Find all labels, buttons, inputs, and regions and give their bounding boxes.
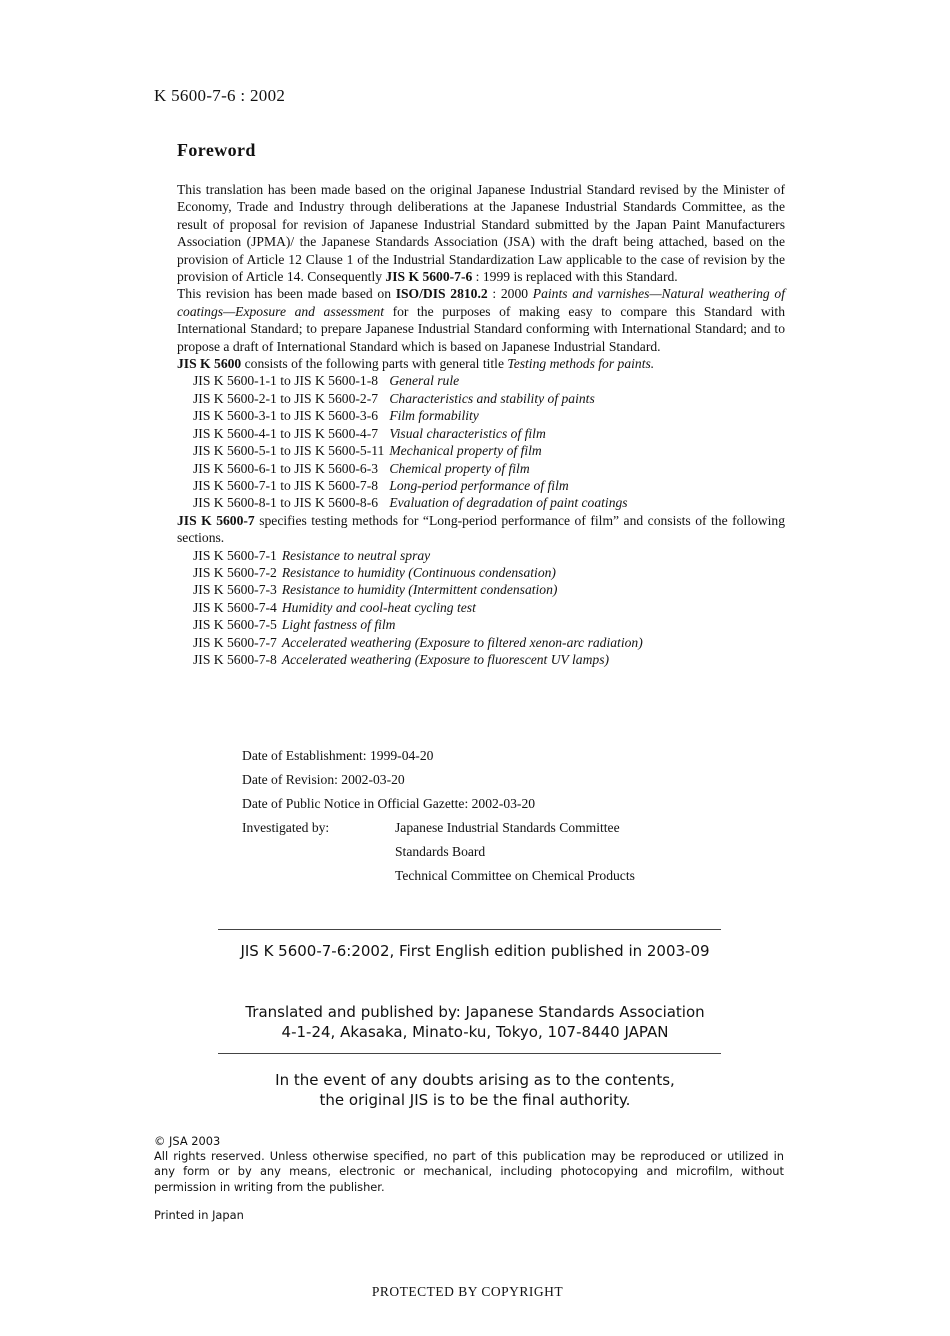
part-title: Visual characteristics of film: [389, 425, 546, 441]
p1-standard-ref: JIS K 5600-7-6: [385, 269, 473, 285]
part-range: JIS K 5600-1-1 to JIS K 5600-1-8: [193, 373, 379, 389]
rights-statement: All rights reserved. Unless otherwise specified, no part of this publication may be reproduced or utilized in any form or by any means, electronic or mechanical, including photocopying and microfilm, without permission in writing from the publisher.: [154, 1149, 784, 1194]
protected-footer: PROTECTED BY COPYRIGHT: [371, 1284, 564, 1299]
p2-year: : 2000: [487, 286, 533, 302]
table-row: [193, 599, 643, 616]
printed-in: Printed in Japan: [154, 1208, 244, 1222]
p4-standard-ref: JIS K 5600-7: [177, 512, 255, 528]
authority-line: In the event of any doubts arising as to the contents,: [275, 1071, 675, 1089]
divider-top: [218, 929, 721, 930]
p3-text: consists of the following parts with general title: [241, 356, 508, 372]
part-range: JIS K 5600-6-1 to JIS K 5600-6-3: [193, 460, 379, 476]
table-row: [193, 564, 643, 581]
table-row: [193, 372, 628, 389]
part-range: JIS K 5600-4-1 to JIS K 5600-4-7: [193, 425, 379, 441]
part-range: JIS K 5600-2-1 to JIS K 5600-2-7: [193, 390, 379, 406]
p1-text: This translation has been made based on the original Japanese Industrial Standard revised by the Minister of Economy, Trade and Industry through deliberations at the Japanese Industrial Standards Committee, as the result of proposal for revision of Japanese Industrial Standard submitted by the Japan Paint Manufacturers Association (JPMA)/ the Japanese Standards Association (JSA) with the draft being attached, based on the provision of Article 12 Clause 1 of the Industrial Standardization Law applicable to the case of revision by the provision of Article 14. Consequently: [177, 182, 785, 285]
page-title: Foreword: [177, 140, 256, 160]
part-title: General rule: [389, 373, 460, 389]
foreword-paragraph-4: [177, 512, 785, 547]
foreword-body: [177, 181, 785, 668]
p3-standard-ref: JIS K 5600: [177, 356, 242, 372]
section-code: JIS K 5600-7-7: [193, 634, 277, 650]
part-title: Chemical property of film: [389, 460, 530, 476]
table-row: [193, 651, 643, 668]
investigator: Japanese Industrial Standards Committee: [395, 820, 620, 835]
foreword-paragraph-3: [177, 355, 785, 372]
table-row: [193, 616, 643, 633]
p3-general-title: Testing methods for paints.: [507, 356, 655, 372]
table-row: [193, 390, 628, 407]
table-row: [193, 460, 628, 477]
table-row: [193, 442, 628, 459]
date-revision: Date of Revision: 2002-03-20: [242, 772, 405, 787]
table-row: [193, 494, 628, 511]
section-title: Accelerated weathering (Exposure to filtered xenon-arc radiation): [281, 634, 643, 650]
section-title: Humidity and cool-heat cycling test: [281, 599, 476, 615]
table-row: [193, 477, 628, 494]
p1-tail: : 1999 is replaced with this Standard.: [472, 269, 678, 285]
p4-text: specifies testing methods for “Long-period performance of film” and consists of the following sections.: [177, 512, 785, 546]
authority-line: the original JIS is to be the final authority.: [319, 1091, 631, 1109]
table-row: [193, 407, 628, 424]
table-row: [193, 634, 643, 651]
section-code: JIS K 5600-7-5: [193, 617, 277, 633]
table-row: [193, 425, 628, 442]
p2-text: This revision has been made based on: [177, 286, 396, 302]
section-title: Resistance to humidity (Intermittent condensation): [281, 582, 558, 598]
part-title: Long-period performance of film: [389, 477, 569, 493]
section-code: JIS K 5600-7-4: [193, 599, 277, 615]
sections-table: [193, 547, 643, 669]
part-range: JIS K 5600-3-1 to JIS K 5600-3-6: [193, 408, 379, 424]
date-public-notice: Date of Public Notice in Official Gazette: 2002-03-20: [242, 796, 536, 811]
foreword-paragraph-1: [177, 181, 785, 285]
part-range: JIS K 5600-7-1 to JIS K 5600-7-8: [193, 477, 379, 493]
p2-tail: for the purposes of making easy to compare this Standard with International Standard; to prepare Japanese Industrial Standard conforming with International Standard; and to propose a draft of International Standard which is based on Japanese Industrial Standard.: [177, 303, 786, 354]
parts-table: [193, 372, 628, 511]
section-title: Resistance to humidity (Continuous condensation): [281, 564, 556, 580]
part-range: JIS K 5600-8-1 to JIS K 5600-8-6: [193, 495, 379, 511]
authority-note: [0, 1070, 950, 1110]
section-code: JIS K 5600-7-2: [193, 564, 277, 580]
investigator: Technical Committee on Chemical Products: [395, 868, 635, 883]
copyright-notice: © JSA 2003: [154, 1134, 221, 1148]
divider-bottom: [218, 1053, 721, 1054]
foreword-paragraph-2: [177, 285, 785, 355]
section-title: Accelerated weathering (Exposure to fluorescent UV lamps): [281, 651, 610, 667]
investigated-row: [242, 840, 635, 864]
investigated-label: Investigated by:: [242, 820, 330, 835]
p2-iso-ref: ISO/DIS 2810.2: [395, 286, 488, 302]
publisher-line: Translated and published by: Japanese Standards Association: [245, 1003, 705, 1021]
section-code: JIS K 5600-7-1: [193, 547, 277, 563]
section-code: JIS K 5600-7-8: [193, 651, 277, 667]
part-title: Mechanical property of film: [389, 443, 542, 459]
part-title: Characteristics and stability of paints: [389, 390, 595, 406]
edition-line: JIS K 5600-7-6:2002, First English edition published in 2003-09: [240, 942, 710, 960]
section-code: JIS K 5600-7-3: [193, 582, 277, 598]
section-title: Light fastness of film: [281, 617, 396, 633]
document-id: K 5600-7-6 : 2002: [154, 86, 286, 105]
publisher-block: [0, 1002, 950, 1042]
investigated-row: [242, 816, 635, 840]
p2-iso-title: Paints and varnishes—Natural weathering of coatings—Exposure and assessment: [177, 286, 785, 319]
table-row: [193, 547, 643, 564]
section-title: Resistance to neutral spray: [281, 547, 431, 563]
investigator: Standards Board: [395, 844, 486, 859]
dates-block: [242, 744, 635, 888]
part-title: Evaluation of degradation of paint coatings: [389, 495, 628, 511]
investigated-row: [242, 864, 635, 888]
part-title: Film formability: [389, 408, 479, 424]
date-establishment: Date of Establishment: 1999-04-20: [242, 748, 434, 763]
publisher-address: 4-1-24, Akasaka, Minato-ku, Tokyo, 107-8440 JAPAN: [281, 1023, 669, 1041]
copyright-block: [154, 1134, 784, 1195]
part-range: JIS K 5600-5-1 to JIS K 5600-5-11: [193, 443, 385, 459]
table-row: [193, 581, 643, 598]
